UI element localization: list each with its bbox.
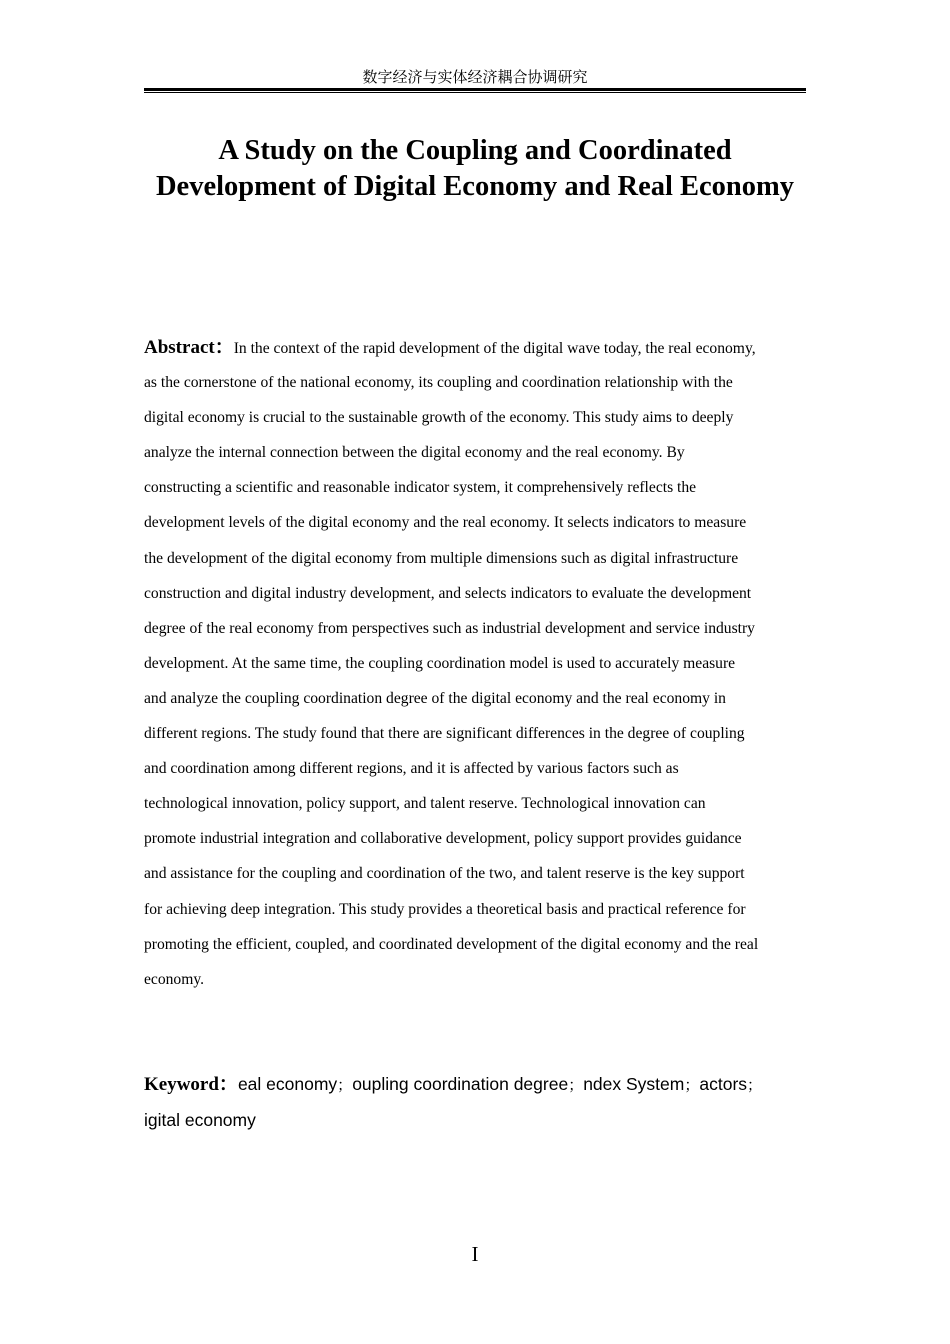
abstract-line: as the cornerstone of the national economy, its coupling and coordination relationship with the [144, 374, 733, 392]
header-double-rule [144, 88, 806, 93]
keyword-item: ndex System [583, 1074, 685, 1094]
running-header: 数字经济与实体经济耦合协调研究 [362, 68, 588, 86]
abstract-line: for achieving deep integration. This study provides a theoretical basis and practical reference for [144, 900, 746, 918]
abstract-line: development levels of the digital economy and the real economy. It selects indicators to measure [144, 514, 747, 532]
keyword-separator: ； [568, 1076, 584, 1094]
abstract-line: and assistance for the coupling and coordination of the two, and talent reserve is the key support [144, 865, 745, 883]
abstract-line: degree of the real economy from perspectives such as industrial development and service industry [144, 619, 755, 637]
page-number: I [471, 1242, 479, 1266]
keywords-section [144, 1067, 808, 1138]
abstract-line: economy. [144, 970, 205, 988]
keywords-line [144, 1103, 808, 1138]
keywords-label: Keyword： [144, 1074, 238, 1095]
abstract-line: technological innovation, policy support, and talent reserve. Technological innovation can [144, 795, 706, 813]
keyword-item: igital economy [144, 1110, 256, 1130]
abstract-section [144, 330, 808, 997]
abstract-line: construction and digital industry development, and selects indicators to evaluate the development [144, 584, 752, 602]
title-line-1: A Study on the Coupling and Coordinated [218, 135, 732, 166]
keyword-item: eal economy [237, 1074, 338, 1094]
title-line-2: Development of Digital Economy and Real Economy [155, 171, 795, 202]
abstract-line: digital economy is crucial to the sustainable growth of the economy. This study aims to deeply [144, 409, 734, 427]
abstract-line: constructing a scientific and reasonable indicator system, it comprehensively reflects the [144, 479, 697, 497]
abstract-line: and coordination among different regions, and it is affected by various factors such as [144, 760, 679, 778]
abstract-line: development. At the same time, the coupling coordination model is used to accurately measure [144, 654, 736, 672]
keywords-line [144, 1067, 808, 1103]
keyword-separator: ； [747, 1076, 763, 1094]
keyword-separator: ； [684, 1076, 700, 1094]
abstract-line: and analyze the coupling coordination degree of the digital economy and the real economy in [144, 689, 726, 707]
abstract-line [144, 330, 808, 365]
keyword-separator: ； [337, 1076, 353, 1094]
abstract-line: the development of the digital economy from multiple dimensions such as digital infrastructure [144, 549, 739, 567]
keyword-item: actors [699, 1074, 748, 1094]
abstract-label: Abstract： [144, 337, 234, 358]
abstract-text: In the context of the rapid development of the digital wave today, the real economy, [233, 340, 756, 357]
abstract-line: different regions. The study found that there are significant differences in the degree of coupling [144, 725, 745, 743]
keyword-item: oupling coordination degree [352, 1074, 569, 1094]
abstract-line: promoting the efficient, coupled, and coordinated development of the digital economy and the real [144, 935, 759, 953]
abstract-line: analyze the internal connection between the digital economy and the real economy. By [144, 444, 685, 462]
document-title [120, 133, 830, 205]
abstract-line: promote industrial integration and collaborative development, policy support provides guidance [144, 830, 742, 848]
